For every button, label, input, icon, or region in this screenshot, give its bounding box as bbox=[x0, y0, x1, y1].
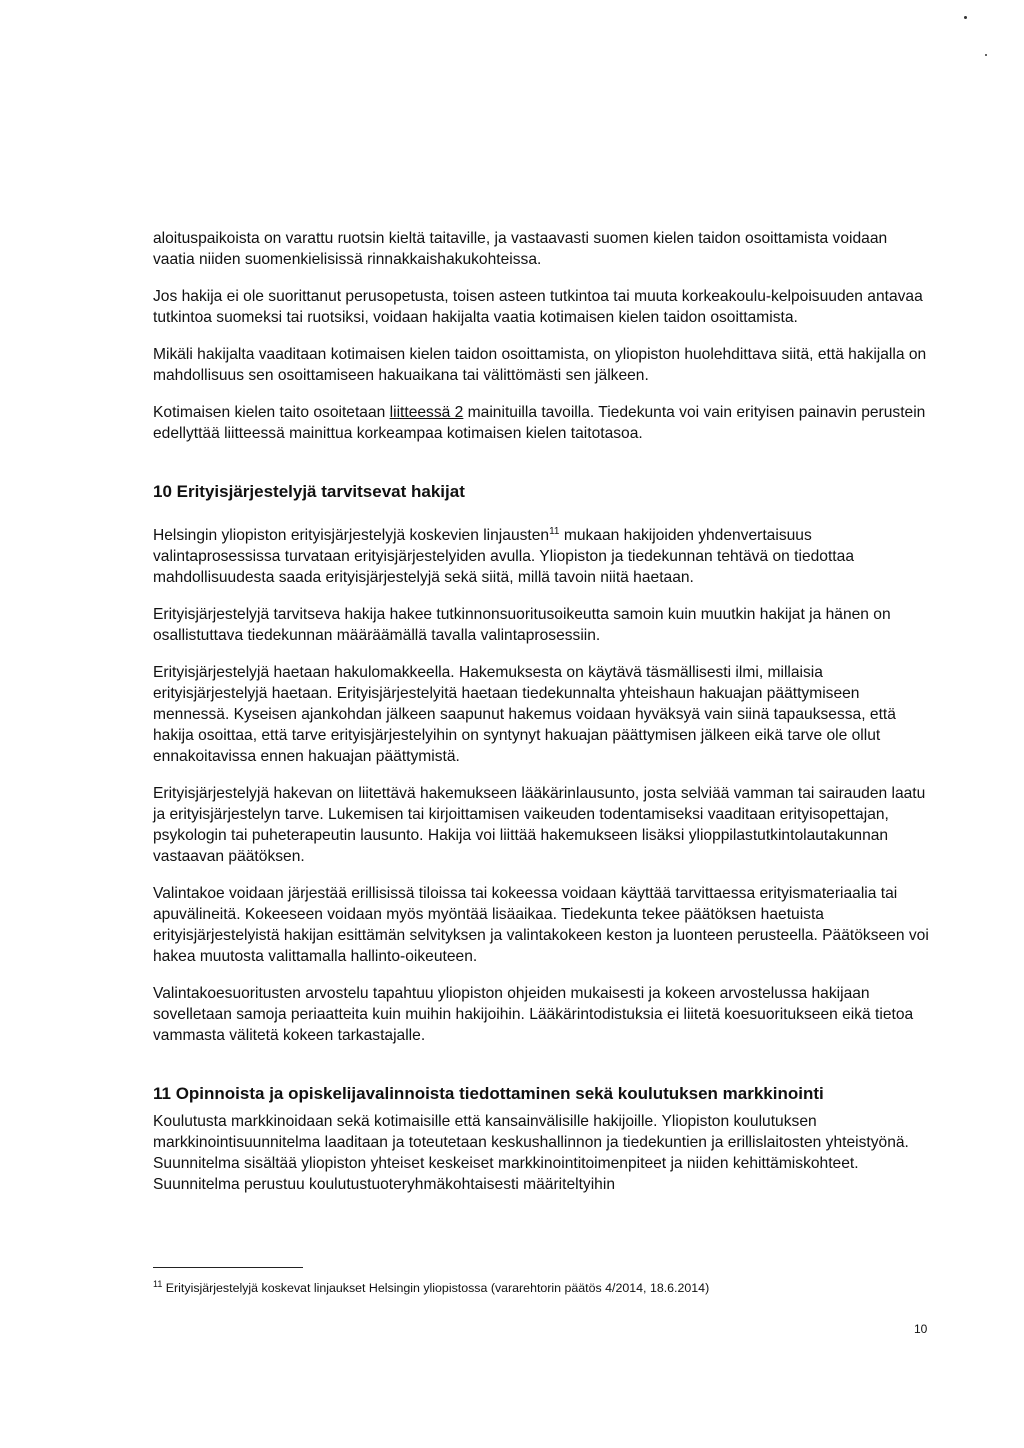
paragraph: Erityisjärjestelyjä tarvitseva hakija hakee tutkinnonsuoritusoikeutta samoin kuin muutkin hakijat ja hänen on osallistuttava tiedekunnan määräämällä tavalla valintaprosessiin. bbox=[153, 606, 891, 644]
footnote-separator bbox=[153, 1267, 303, 1268]
paragraph: Valintakoesuoritusten arvostelu tapahtuu yliopiston ohjeiden mukaisesti ja kokeen arvostelussa hakijaan sovelletaan samoja periaatteita kuin muihin hakijoihin. Lääkärintodistuksia ei liitetä koesuoritukseen eikä tietoa vammasta välitetä kokeen tarkastajalle. bbox=[153, 985, 914, 1044]
section-heading: 11 Opinnoista ja opiskelijavalinnoista tiedottaminen sekä koulutuksen markkinointi bbox=[153, 1084, 824, 1103]
scan-speck bbox=[985, 54, 987, 56]
body-text bbox=[153, 228, 933, 1195]
text-run: mukaan hakijoiden yhdenvertaisuus valintaprosessissa turvataan erityisjärjestelyiden avulla. Yliopiston ja tiedekunnan tehtävä on tiedottaa mahdollisuudesta saada erityisjärjestelyjä sekä siitä, millä tavoin niitä haetaan. bbox=[153, 527, 854, 586]
paragraph: Jos hakija ei ole suorittanut perusopetusta, toisen asteen tutkintoa tai muuta korkeakoulu-kelpoisuuden antavaa tutkintoa suomeksi tai ruotsiksi, voidaan hakijalta vaatia kotimaisen kielen taidon osoittamista. bbox=[153, 288, 923, 326]
footnote-number: 11 bbox=[153, 1279, 163, 1289]
section-heading: 10 Erityisjärjestelyjä tarvitsevat hakijat bbox=[153, 482, 465, 501]
appendix-link[interactable]: liitteessä 2 bbox=[389, 404, 464, 421]
text-run: mainituilla tavoilla. Tiedekunta voi vain erityisen painavin perustein edellyttää liitteessä mainittua korkeampaa kotimaisen kielen taitotasoa. bbox=[153, 404, 926, 442]
paragraph bbox=[153, 525, 933, 588]
text-run: Kotimaisen kielen taito osoitetaan bbox=[153, 404, 390, 421]
paragraph: Erityisjärjestelyjä hakevan on liitettävä hakemukseen lääkärinlausunto, josta selviää vamman tai sairauden laatu ja erityisjärjestelyn tarve. Lukemisen tai kirjoittamisen vaikeuden todentamiseksi vaaditaan erityisopettajan, psykologin tai puheterapeutin lausunto. Hakija voi liittää hakemukseen lisäksi ylioppilastutkintolautakunnan vastaavan päätöksen. bbox=[153, 785, 926, 865]
footnote bbox=[153, 1280, 953, 1296]
text-run: Helsingin yliopiston erityisjärjestelyjä koskevien linjausten bbox=[153, 527, 550, 544]
paragraph: Mikäli hakijalta vaaditaan kotimaisen kielen taidon osoittamista, on yliopiston huolehdittava siitä, että hakijalla on mahdollisuus sen osoittamiseen hakuaikana tai välittömästi sen jälkeen. bbox=[153, 346, 927, 384]
paragraph: Valintakoe voidaan järjestää erillisissä tiloissa tai kokeessa voidaan käyttää tarvittaessa erityismateriaalia tai apuvälineitä. Kokeeseen voidaan myös myöntää lisäaikaa. Tiedekunta tekee päätöksen haetuista erityisjärjestelyistä hakijan esittämän selvityksen ja valintakokeen keston ja luonteen perusteella. Päätökseen voi hakea muutosta valittamalla hallinto-oikeuteen. bbox=[153, 885, 929, 965]
paragraph: Koulutusta markkinoidaan sekä kotimaisille että kansainvälisille hakijoille. Yliopiston koulutuksen markkinointisuunnitelma laaditaan ja toteutetaan keskushallinnon ja tiedekuntien ja erillislaitosten yhteistyönä. Suunnitelma sisältää yliopiston yhteiset keskeiset markkinointitoimenpiteet ja niiden kehittämiskohteet. Suunnitelma perustuu koulutustuoteryhmäkohtaisesti määriteltyihin bbox=[153, 1113, 909, 1193]
scan-speck bbox=[964, 16, 967, 19]
page-number: 10 bbox=[914, 1322, 928, 1336]
paragraph: Erityisjärjestelyjä haetaan hakulomakkeella. Hakemuksesta on käytävä täsmällisesti ilmi, millaisia erityisjärjestelyjä haetaan. Erityisjärjestelyitä haetaan tiedekunnalta yhteishaun hakuajan päättymiseen mennessä. Kyseisen ajankohdan jälkeen saapunut hakemus voidaan hyväksyä vain siinä tapauksessa, että hakija osoittaa, että tarve erityisjärjestelyihin on syntynyt hakuajan päättymisen jälkeen eikä tarve ole ollut ennakoitavissa ennen hakuajan päättymistä. bbox=[153, 664, 896, 765]
paragraph bbox=[153, 402, 933, 444]
footnote-reference[interactable]: 11 bbox=[549, 526, 560, 537]
footnote-text: Erityisjärjestelyjä koskevat linjaukset Helsingin yliopistossa (vararehtorin päätös 4/2014, 18.6.2014) bbox=[162, 1281, 710, 1295]
paragraph: aloituspaikoista on varattu ruotsin kieltä taitaville, ja vastaavasti suomen kielen taidon osoittamista voidaan vaatia niiden suomenkielisissä rinnakkaishakukohteissa. bbox=[153, 230, 888, 268]
